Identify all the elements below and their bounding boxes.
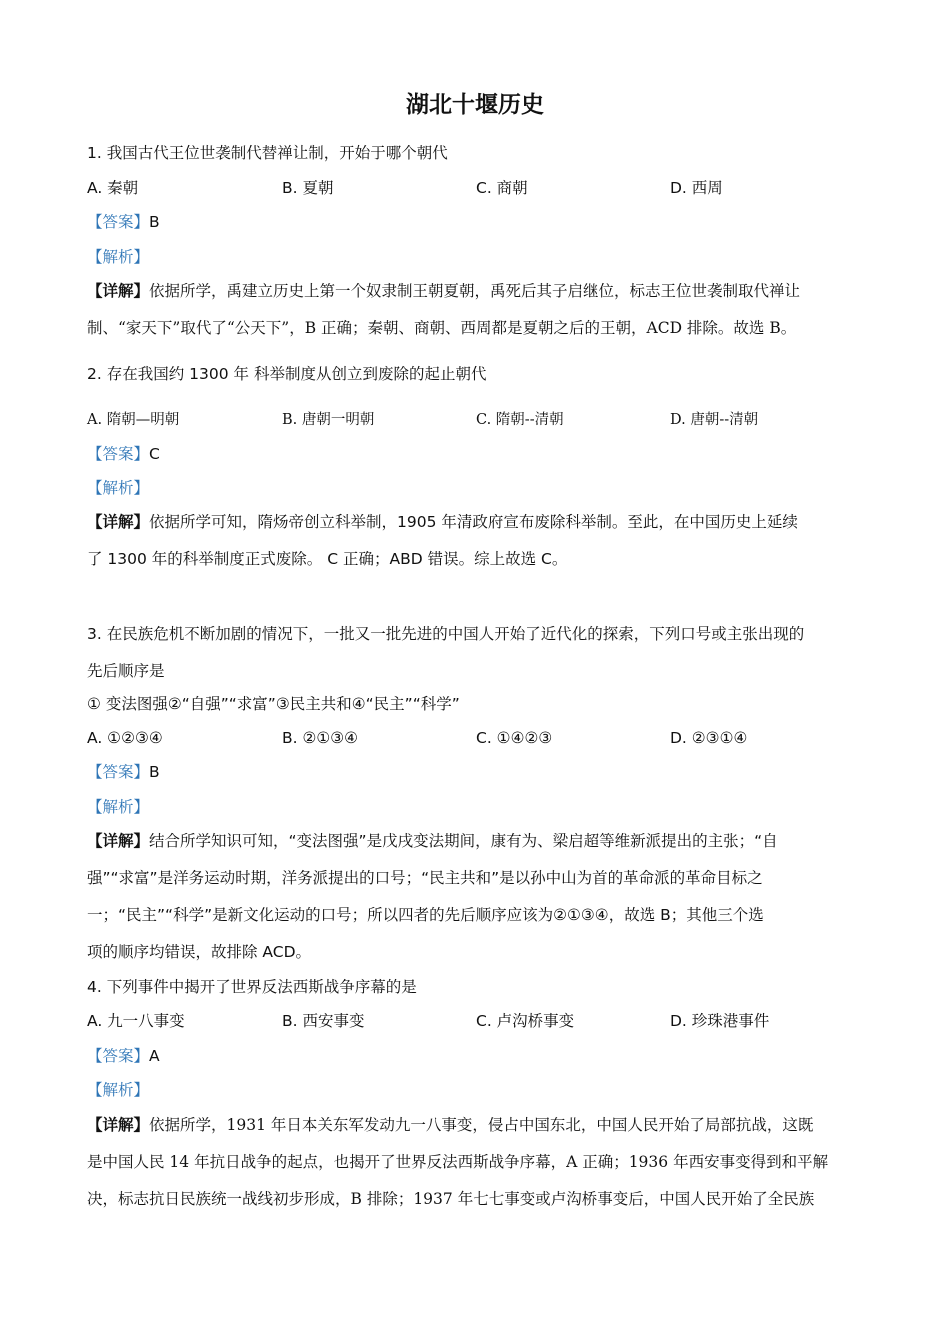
question-2-stem: 2. 存在我国约 1300 年 科举制度从创立到废除的起止朝代 <box>87 365 487 383</box>
question-2-option-d: D. 唐朝--清朝 <box>670 412 759 428</box>
question-1-option-a: A. 秦朝 <box>87 179 139 197</box>
question-4-option-b: B. 西安事变 <box>282 1012 365 1030</box>
question-1-analysis-label: 【解析】 <box>87 248 150 266</box>
question-1-detail-line-2: 制、“家天下”取代了“公天下”，B 正确；秦朝、商朝、西周都是夏朝之后的王朝，ACD 排除。故选 B。 <box>87 319 797 337</box>
question-3-detail-line-1: 【详解】结合所学知识可知，“变法图强”是戊戌变法期间，康有为、梁启超等维新派提出的主张；“自 <box>87 832 778 850</box>
question-4-answer <box>87 1045 160 1067</box>
question-1-stem: 1. 我国古代王位世袭制代替禅让制，开始于哪个朝代 <box>87 144 448 162</box>
question-1-option-c: C. 商朝 <box>476 179 528 197</box>
answer-value: A <box>149 1047 160 1065</box>
question-3-option-c: C. ①④②③ <box>476 729 553 747</box>
answer-label: 【答案】 <box>87 1047 150 1065</box>
question-2-option-b: B. 唐朝一明朝 <box>282 412 375 428</box>
question-4-option-c: C. 卢沟桥事变 <box>476 1012 575 1030</box>
question-4-detail-line-1: 【详解】依据所学，1931 年日本关东军发动九一八事变，侵占中国东北，中国人民开始了局部抗战，这既 <box>87 1116 814 1134</box>
question-3-option-a: A. ①②③④ <box>87 729 163 747</box>
answer-value: C <box>149 445 160 463</box>
answer-value: B <box>149 763 160 781</box>
question-4-detail-line-3: 决，标志抗日民族统一战线初步形成，B 排除；1937 年七七事变或卢沟桥事变后，中国人民开始了全民族 <box>87 1190 815 1208</box>
question-3-stem-line-1: 3. 在民族危机不断加剧的情况下，一批又一批先进的中国人开始了近代化的探索，下列口号或主张出现的 <box>87 625 805 643</box>
question-2-option-c: C. 隋朝--清朝 <box>476 412 564 428</box>
question-4-stem: 4. 下列事件中揭开了世界反法西斯战争序幕的是 <box>87 978 417 996</box>
answer-value: B <box>149 213 160 231</box>
question-4-detail-line-2: 是中国人民 14 年抗日战争的起点，也揭开了世界反法西斯战争序幕，A 正确；1936 年西安事变得到和平解 <box>87 1153 829 1171</box>
question-1-detail-line-1: 【详解】依据所学，禹建立历史上第一个奴隶制王朝夏朝，禹死后其子启继位，标志王位世袭制取代禅让 <box>87 282 801 300</box>
page-title: 湖北十堰历史 <box>406 92 544 118</box>
question-2-analysis-label: 【解析】 <box>87 479 150 497</box>
question-3-answer <box>87 761 160 783</box>
detail-label: 【详解】 <box>87 282 150 300</box>
question-2-detail-line-2: 了 1300 年的科举制度正式废除。 C 正确；ABD 错误。综上故选 C。 <box>87 550 568 568</box>
question-3-detail-line-2: 强”“求富”是洋务运动时期，洋务派提出的口号；“民主共和”是以孙中山为首的革命派的革命目标之 <box>87 869 763 887</box>
question-3-detail-line-4: 项的顺序均错误，故排除 ACD。 <box>87 943 312 961</box>
question-3-stem-line-2: 先后顺序是 <box>87 662 165 680</box>
question-4-analysis-label: 【解析】 <box>87 1081 150 1099</box>
question-4-option-a: A. 九一八事变 <box>87 1012 185 1030</box>
answer-label: 【答案】 <box>87 445 150 463</box>
answer-label: 【答案】 <box>87 213 150 231</box>
question-1-answer <box>87 211 160 233</box>
question-3-option-b: B. ②①③④ <box>282 729 359 747</box>
question-3-analysis-label: 【解析】 <box>87 798 150 816</box>
question-2-detail-line-1: 【详解】依据所学可知，隋炀帝创立科举制，1905 年清政府宣布废除科举制。至此，在中国历史上延续 <box>87 513 798 531</box>
answer-label: 【答案】 <box>87 763 150 781</box>
detail-label: 【详解】 <box>87 1116 150 1134</box>
detail-label: 【详解】 <box>87 513 150 531</box>
question-2-option-a: A. 隋朝—明朝 <box>87 412 180 428</box>
question-3-detail-line-3: 一；“民主”“科学”是新文化运动的口号；所以四者的先后顺序应该为②①③④，故选 B；其他三个选 <box>87 906 764 924</box>
question-1-option-d: D. 西周 <box>670 179 723 197</box>
question-4-option-d: D. 珍珠港事件 <box>670 1012 770 1030</box>
question-2-answer <box>87 443 160 465</box>
question-3-option-d: D. ②③①④ <box>670 729 748 747</box>
question-1-option-b: B. 夏朝 <box>282 179 334 197</box>
detail-label: 【详解】 <box>87 832 150 850</box>
question-3-stem-line-3: ① 变法图强②“自强”“求富”③民主共和④“民主”“科学” <box>87 695 460 713</box>
